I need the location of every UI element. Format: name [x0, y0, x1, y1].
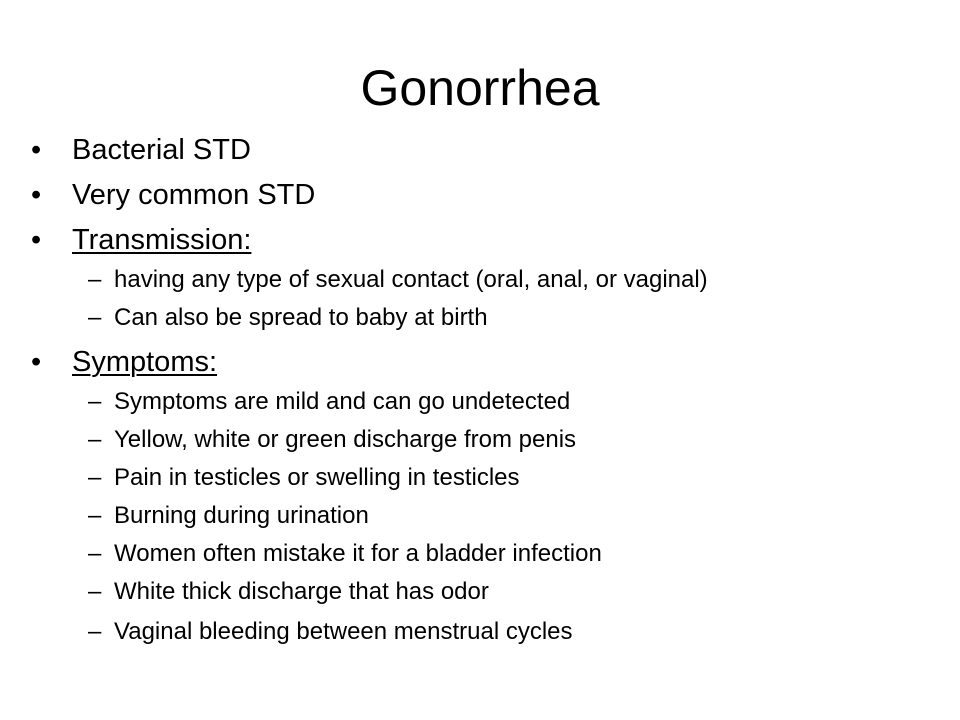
- dash-glyph: –: [88, 426, 102, 453]
- bullet-glyph: •: [31, 179, 42, 211]
- dash-glyph: –: [88, 502, 102, 529]
- sub-bullet-text: Burning during urination: [114, 502, 369, 529]
- sub-bullet-text: White thick discharge that has odor: [114, 578, 489, 605]
- section-heading-symptoms: Symptoms:: [72, 346, 218, 378]
- sub-bullet-text: Pain in testicles or swelling in testicles: [114, 464, 520, 491]
- dash-glyph: –: [88, 266, 102, 293]
- bullet-glyph: •: [31, 346, 42, 378]
- sub-bullet-text: Yellow, white or green discharge from penis: [114, 426, 577, 453]
- dash-glyph: –: [88, 388, 102, 415]
- slide-title: Gonorrhea: [360, 60, 600, 116]
- sub-bullet-text: Vaginal bleeding between menstrual cycles: [114, 618, 573, 645]
- section-heading-transmission: Transmission:: [72, 224, 252, 256]
- bullet-text: Very common STD: [72, 179, 316, 211]
- dash-glyph: –: [88, 464, 102, 491]
- dash-glyph: –: [88, 304, 102, 331]
- bullet-glyph: •: [31, 134, 42, 166]
- bullet-glyph: •: [31, 224, 42, 256]
- sub-bullet-text: Women often mistake it for a bladder infection: [114, 540, 602, 567]
- sub-bullet-text: having any type of sexual contact (oral, anal, or vaginal): [114, 266, 708, 293]
- sub-bullet-text: Symptoms are mild and can go undetected: [114, 388, 571, 415]
- dash-glyph: –: [88, 578, 102, 605]
- bullet-text: Bacterial STD: [72, 134, 251, 166]
- dash-glyph: –: [88, 540, 102, 567]
- dash-glyph: –: [88, 618, 102, 645]
- sub-bullet-text: Can also be spread to baby at birth: [114, 304, 488, 331]
